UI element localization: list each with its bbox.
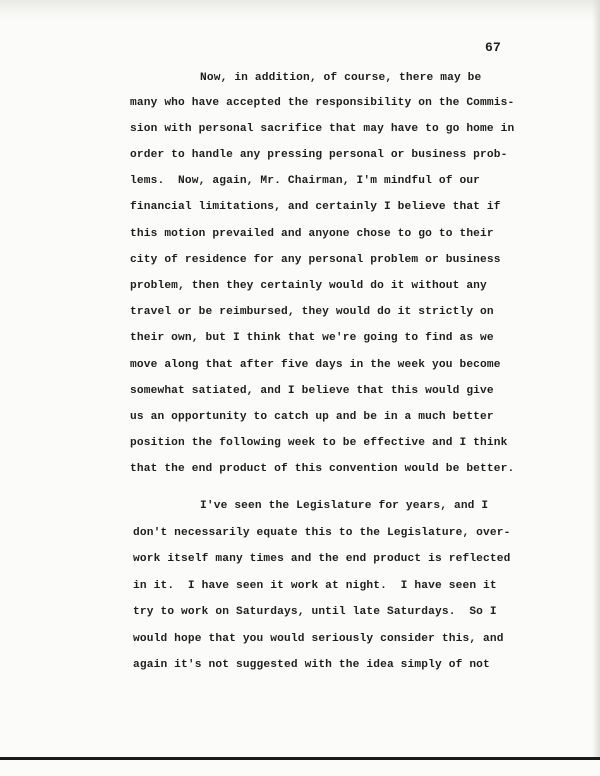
text-line: that the end product of this convention would be better. [130, 463, 515, 475]
text-line: problem, then they certainly would do it without any [130, 280, 487, 292]
text-line: sion with personal sacrifice that may have to go home in [130, 123, 515, 135]
page-number: 67 [485, 40, 502, 55]
page-bottom-edge [0, 757, 600, 760]
scan-right-edge [592, 0, 600, 760]
text-line: don't necessarily equate this to the Legislature, over- [133, 527, 511, 539]
text-line: travel or be reimbursed, they would do it strictly on [130, 306, 494, 318]
text-line: us an opportunity to catch up and be in a much better [130, 411, 494, 423]
text-line: try to work on Saturdays, until late Saturdays. So I [133, 606, 497, 618]
text-line: work itself many times and the end product is reflected [133, 553, 511, 565]
text-line: their own, but I think that we're going to find as we [130, 332, 494, 344]
text-line: move along that after five days in the week you become [130, 359, 501, 371]
scan-top-edge [0, 0, 600, 22]
text-line: in it. I have seen it work at night. I have seen it [133, 580, 497, 592]
text-line: city of residence for any personal problem or business [130, 254, 501, 266]
text-line: I've seen the Legislature for years, and I [200, 500, 489, 512]
text-line: lems. Now, again, Mr. Chairman, I'm mindful of our [130, 175, 481, 187]
text-line: order to handle any pressing personal or business prob- [130, 149, 508, 161]
text-line: many who have accepted the responsibility on the Commis- [130, 97, 515, 109]
text-line: somewhat satiated, and I believe that this would give [130, 385, 494, 397]
text-line: Now, in addition, of course, there may be [200, 72, 482, 84]
text-line: would hope that you would seriously consider this, and [133, 633, 504, 645]
text-line: this motion prevailed and anyone chose to go to their [130, 228, 494, 240]
text-line: financial limitations, and certainly I believe that if [130, 201, 501, 213]
text-line: position the following week to be effective and I think [130, 437, 508, 449]
text-line: again it's not suggested with the idea simply of not [133, 659, 490, 671]
